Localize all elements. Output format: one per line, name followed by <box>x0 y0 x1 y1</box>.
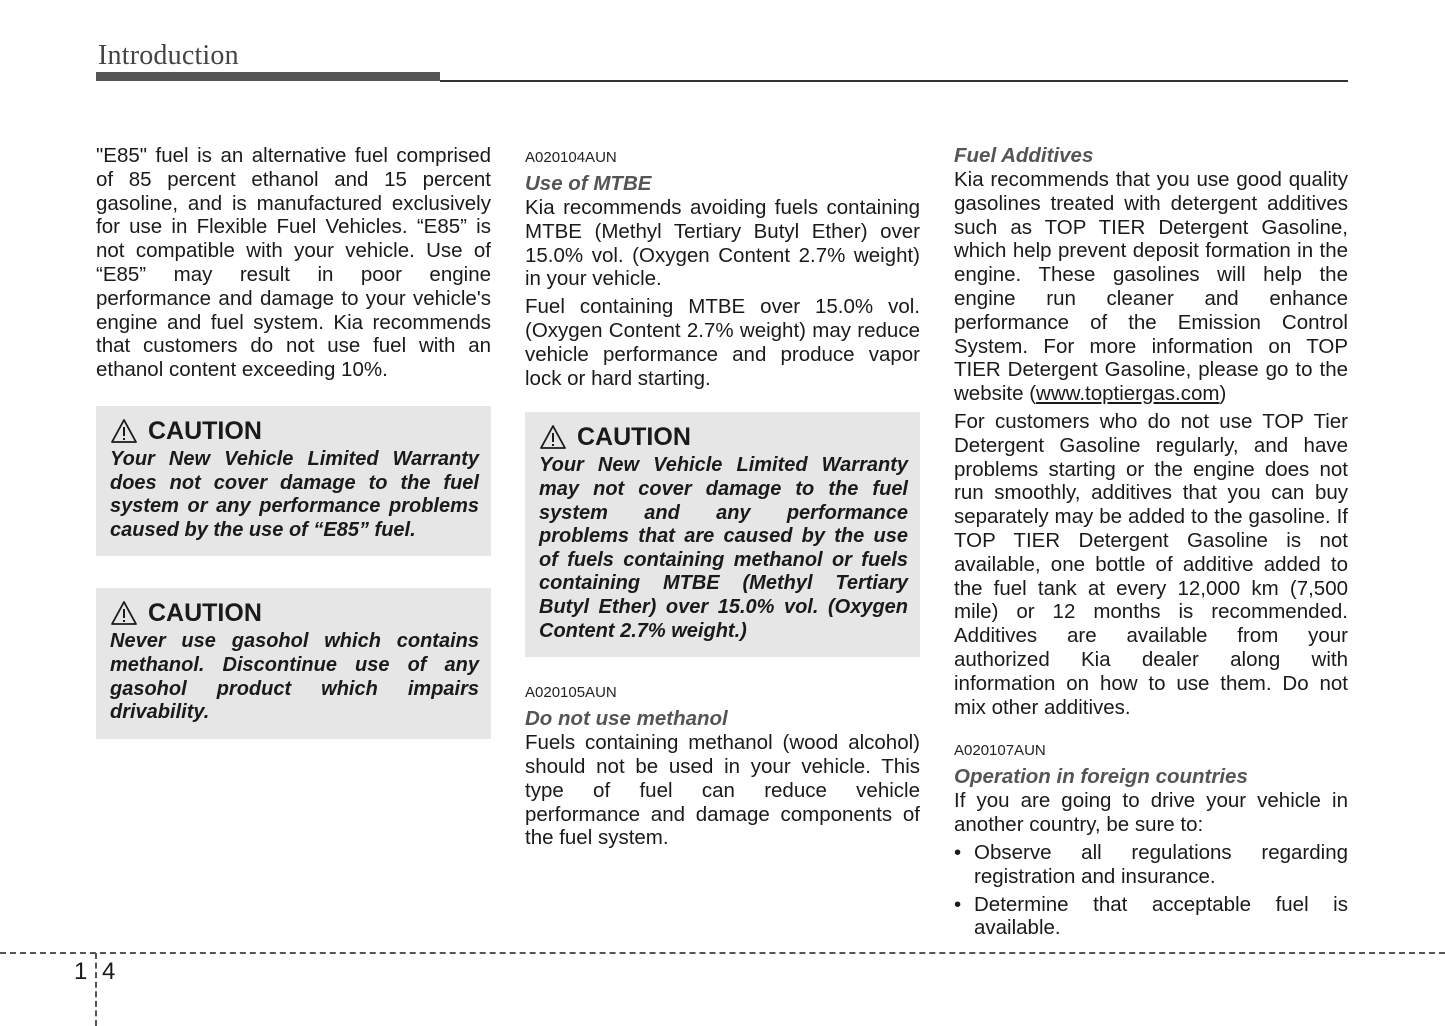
foreign-checklist <box>954 841 1348 940</box>
list-item-text: Determine that acceptable fuel is available. <box>974 892 1348 940</box>
header-accent-bar <box>96 72 440 81</box>
caution-heading <box>110 416 479 446</box>
page-number: 4 <box>102 958 116 985</box>
warning-triangle-icon <box>110 600 138 626</box>
mtbe-paragraph-2: Fuel containing MTBE over 15.0% vol. (Oxygen Content 2.7% weight) may reduce vehicle performance and produce vapor lock or hard starting. <box>525 295 920 390</box>
additives-paragraph-2: For customers who do not use TOP Tier Detergent Gasoline regularly, and have problems starting or the engine does not run smoothly, additives that you can buy separately may be added to the gasoline. If TOP TIER Detergent Gasoline is not available, one bottle of additive added to the fuel tank at every 12,000 km (7,500 mile) or 12 months is recommended. Additives are available from your authorized Kia dealer along with information on how to use them. Do not mix other additives. <box>954 409 1348 719</box>
list-item <box>954 841 1348 889</box>
caution-heading <box>110 598 479 628</box>
footer-divider <box>95 953 97 1026</box>
column-middle <box>525 148 920 854</box>
caution-label: CAUTION <box>148 416 262 445</box>
bullet-icon: • <box>954 840 962 864</box>
foreign-paragraph: If you are going to drive your vehicle in another country, be sure to: <box>954 789 1348 837</box>
caution-label: CAUTION <box>148 599 262 628</box>
caution-text: Your New Vehicle Limited Warranty does not cover damage to the fuel system or any performance problems caused by the use of “E85” fuel. <box>110 447 479 541</box>
header-rule <box>440 80 1348 82</box>
section-title-foreign: Operation in foreign countries <box>954 765 1248 789</box>
caution-box-mtbe <box>525 412 920 657</box>
caution-box-gasohol <box>96 588 491 738</box>
toptiergas-link[interactable]: www.toptiergas.com <box>1036 382 1220 406</box>
caution-heading <box>539 422 908 452</box>
additives-text: Kia recommends that you use good quality gasolines treated with detergent additives such as TOP TIER Detergent Gasoline, which help prevent deposit formation in the engine. These gasolines will help the engine run cleaner and enhance performance of the Emission Control System. For more information on TOP TIER Detergent Gasoline, please go to the website ( <box>954 168 1348 406</box>
additives-paragraph-1 <box>954 168 1348 406</box>
caution-text: Your New Vehicle Limited Warranty may not cover damage to the fuel system and any performance problems that are caused by the use of fuels containing methanol or fuels containing MTBE (Methyl Tertiary Butyl Ether) over 15.0% vol. (Oxygen Content 2.7% weight.) <box>539 454 908 642</box>
chapter-number: 1 <box>74 958 88 985</box>
section-title-fuel-additives: Fuel Additives <box>954 144 1094 167</box>
warning-triangle-icon <box>539 424 567 450</box>
warning-triangle-icon <box>110 418 138 444</box>
mtbe-paragraph-1: Kia recommends avoiding fuels containing MTBE (Methyl Tertiary Butyl Ether) over 15.0% vol. (Oxygen Content 2.7% weight) in your vehicle. <box>525 196 920 291</box>
caution-text: Never use gasohol which contains methanol. Discontinue use of any gasohol product which impairs drivability. <box>110 630 479 724</box>
section-code: A020107AUN <box>954 742 1046 760</box>
column-right <box>954 144 1348 944</box>
section-title-methanol: Do not use methanol <box>525 707 728 731</box>
section-code: A020104AUN <box>525 149 617 166</box>
section-code: A020105AUN <box>525 684 617 702</box>
methanol-paragraph: Fuels containing methanol (wood alcohol) should not be used in your vehicle. This type of fuel can reduce vehicle performance and damage components of the fuel system. <box>525 731 920 850</box>
list-item <box>954 893 1348 941</box>
additives-text-end: ) <box>1219 382 1227 406</box>
bullet-icon: • <box>954 892 962 916</box>
column-left <box>96 144 491 739</box>
footer-rule <box>0 952 1445 954</box>
caution-label: CAUTION <box>577 423 691 452</box>
list-item-text: Observe all regulations regarding registration and insurance. <box>974 840 1348 888</box>
section-title-mtbe: Use of MTBE <box>525 172 652 195</box>
e85-paragraph: "E85" fuel is an alternative fuel comprised of 85 percent ethanol and 15 percent gasoline, and is manufactured exclusively for use in Flexible Fuel Vehicles. “E85” is not compatible with your vehicle. Use of “E85” may result in poor engine performance and damage to your vehicle's engine and fuel system. Kia recommends that customers do not use fuel with an ethanol content exceeding 10%. <box>96 144 491 382</box>
page-header-title: Introduction <box>98 40 239 71</box>
caution-box-e85 <box>96 406 491 556</box>
